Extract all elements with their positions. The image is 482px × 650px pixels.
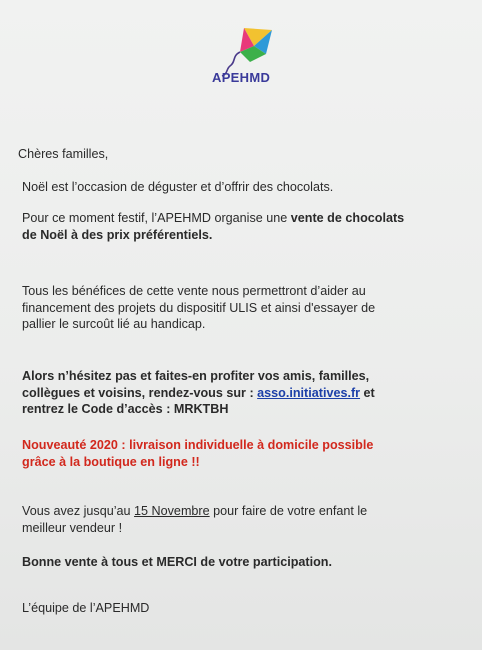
sale-paragraph	[22, 210, 472, 243]
novelty-paragraph	[22, 437, 472, 470]
call-to-action-paragraph	[22, 368, 472, 418]
deadline-line-2: meilleur vendeur !	[22, 520, 123, 535]
signature: L’équipe de l’APEHMD	[22, 601, 150, 615]
novelty-line-2: grâce à la boutique en ligne !!	[22, 454, 200, 469]
sale-highlight-2: de Noël à des prix préférentiels.	[22, 227, 213, 242]
logo-wordmark: APEHMD	[212, 70, 271, 85]
deadline-paragraph	[22, 503, 472, 536]
website-link[interactable]: asso.initiatives.fr	[257, 385, 361, 400]
cta-line-1: Alors n’hésitez pas et faites-en profiter vos amis, familles,	[22, 369, 370, 383]
benefits-line-2: financement des projets du dispositif ULIS et ainsi d'essayer de	[22, 300, 376, 315]
benefits-paragraph	[22, 283, 472, 333]
cta-line-2-end: et	[360, 385, 375, 400]
benefits-line-1: Tous les bénéfices de cette vente nous permettront d’aider au	[22, 284, 366, 298]
closing-line: Bonne vente à tous et MERCI de votre participation.	[22, 555, 332, 569]
sale-highlight-1: vente de chocolats	[290, 211, 405, 225]
deadline-text-end: pour faire de votre enfant le	[209, 504, 368, 518]
cta-line-2: collègues et voisins, rendez-vous sur :	[22, 385, 258, 400]
greeting: Chères familles,	[18, 147, 109, 161]
access-code-line: rentrez le Code d’accès : MRKTBH	[22, 402, 229, 416]
deadline-text: Vous avez jusqu’au	[22, 504, 135, 518]
intro-paragraph: Noël est l’occasion de déguster et d’offrir des chocolats.	[22, 180, 334, 194]
sale-text: Pour ce moment festif, l’APEHMD organise une	[22, 211, 291, 225]
deadline-date: 15 Novembre	[134, 504, 210, 518]
benefits-line-3: pallier le surcoût lié au handicap.	[22, 317, 206, 331]
novelty-line-1: Nouveauté 2020 : livraison individuelle à domicile possible	[22, 438, 374, 452]
